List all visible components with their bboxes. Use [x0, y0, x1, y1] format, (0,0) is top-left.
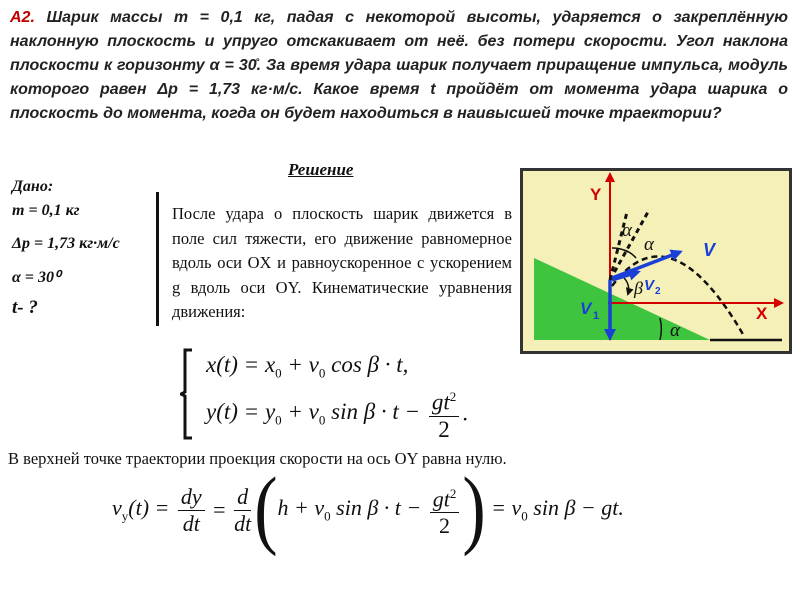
veq-lhs: v [112, 495, 122, 521]
given-angle: α = 30⁰ [12, 269, 61, 286]
veq-frac-3 [430, 481, 460, 539]
equation-y [206, 384, 468, 443]
veq-frac-2 [234, 484, 251, 537]
label-alpha-top: α [622, 220, 632, 241]
eq-y-den: 2 [438, 416, 450, 442]
given-find: t- ? [12, 297, 38, 318]
veq-inner-num: gt [432, 486, 450, 512]
veq-inner: h + v [277, 495, 325, 521]
problem-number: А2. [10, 9, 35, 26]
veq-paren-open: ( [254, 461, 278, 558]
eq-y-lhs: y(t) = y [206, 398, 276, 424]
veq-rhs-rest: sin β − gt. [527, 495, 624, 521]
velocity-equation [112, 461, 624, 558]
physics-diagram [520, 168, 792, 354]
eq-y-sub0: 0 [275, 412, 282, 428]
divider-line [156, 192, 159, 326]
veq-inner-sub: 0 [324, 508, 331, 524]
system-brace [180, 348, 194, 440]
veq-lhs-sub: y [121, 508, 129, 524]
eq-y-num: gt [431, 389, 450, 415]
veq-inner-rest: sin β · t − [330, 495, 422, 521]
label-v: V [703, 240, 716, 260]
label-alpha-bottom: α [670, 320, 680, 341]
equation-x [206, 352, 408, 382]
solution-text: После удара о плоскость шарик движется в поле сил тяжести, его движение равномерное вдоль оси OX и равноускоренное с ускорением g вдоль оси OY. Кинематические уравнения движения: [172, 204, 512, 321]
label-beta: β [634, 278, 643, 298]
given-mass: m = 0,1 кг [12, 202, 80, 219]
veq-frac-1 [178, 484, 205, 537]
veq-d2-den: dt [234, 510, 252, 536]
eq-x-sub1: 0 [318, 365, 326, 381]
eq-x-plus: + v [281, 352, 319, 377]
label-y: Y [590, 185, 602, 204]
eq-y-num-sup: 2 [449, 389, 457, 404]
label-v1-sub: 1 [593, 310, 600, 322]
veq-d1-den: dt [182, 510, 200, 536]
eq-y-rest: sin β · t − [325, 398, 421, 424]
problem-text: Шарик массы m = 0,1 кг, падая с некоторой высоты, ударяется о закреплённую наклонную плоскость и упруго отскакивает от неё. без потери скорости. Угол наклона плоскости к горизонту α = 30̊. За время удара шарик получает приращение импульса, модуль которого равен Δp = 1,73 кг·м/с. Какое время t пройдёт от момента удара шарика о плоскость до момента, когда он будет находиться в наивысшей точке траектории? [10, 9, 788, 122]
veq-eq: = [213, 497, 226, 522]
given-title: Дано: [12, 178, 54, 195]
problem-statement [10, 6, 788, 126]
given-impulse: Δp = 1,73 кг·м/с [12, 235, 120, 252]
label-v2: V [644, 277, 655, 294]
veq-rhs-sub: 0 [521, 508, 528, 524]
eq-y-plus: + v [281, 398, 319, 424]
eq-x-lhs: x(t) = x [206, 352, 276, 377]
veq-rhs: = v [491, 495, 522, 521]
eq-x-rest: cos β · t, [325, 352, 409, 377]
label-v1: V [580, 299, 592, 318]
label-x: X [756, 304, 768, 323]
veq-d2-num: d [237, 483, 249, 509]
veq-d1-num: dy [180, 483, 202, 509]
eq-x-sub0: 0 [275, 365, 282, 381]
eq-y-fraction [429, 384, 459, 443]
label-v2-sub: 2 [655, 286, 661, 297]
solution-title: Решение [288, 160, 354, 179]
veq-lhs-arg: (t) = [128, 495, 170, 521]
veq-paren-close: ) [462, 461, 486, 558]
label-alpha-mid: α [644, 234, 654, 255]
top-point-text: В верхней точке траектории проекция скорости на ось OY равна нулю. [8, 449, 507, 468]
eq-y-end: . [462, 400, 468, 426]
eq-y-sub1: 0 [318, 412, 326, 428]
veq-inner-den: 2 [439, 513, 451, 539]
veq-inner-num-sup: 2 [449, 485, 457, 501]
